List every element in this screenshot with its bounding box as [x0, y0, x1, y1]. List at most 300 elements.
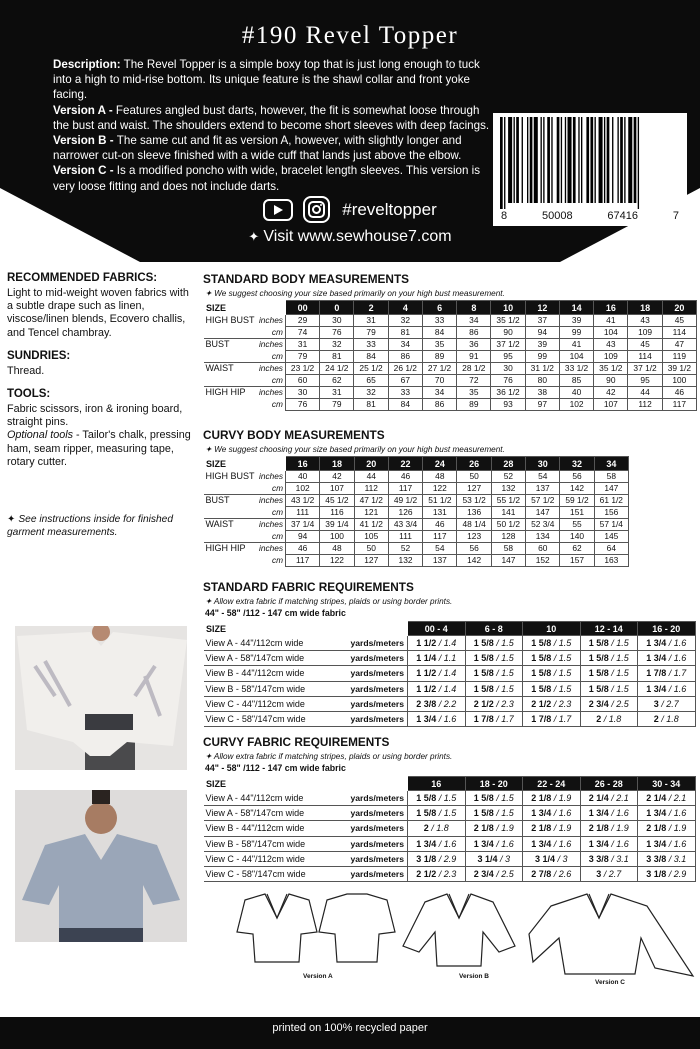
version-a-text: Features angled bust darts, however, the fit is somewhat loose through the bust and waist. The shoulders extend to become short sleeves with deep facings. [53, 103, 490, 132]
meters-value: 1.4 [443, 668, 457, 679]
table-cell: 134 [526, 531, 560, 543]
table-cell: 34 [388, 339, 422, 351]
yardage-cell [580, 711, 638, 726]
youtube-icon[interactable] [263, 199, 293, 221]
unit-label: cm [271, 555, 283, 565]
meters-value: 1.5 [558, 653, 572, 664]
yardage-cell [580, 636, 638, 651]
yardage-cell [523, 681, 581, 696]
table-cell: 112 [354, 483, 388, 495]
table-cell: 33 [422, 315, 456, 327]
measure-name-blank [204, 375, 256, 387]
note-text: We suggest choosing your size based primarily on your high bust measurement. [214, 289, 505, 298]
size-header: 8 [457, 301, 491, 315]
separator: / [666, 668, 674, 679]
separator: / [608, 668, 617, 679]
optional-tools-label: Optional tools [7, 429, 74, 442]
meters-value: 3 [562, 853, 568, 864]
view-name: View A - 58"/147cm wide [204, 651, 338, 666]
size-header: 6 - 8 [465, 622, 523, 636]
table-row [204, 375, 697, 387]
yards-value: 1 3/4 [646, 838, 667, 849]
note-text: Allow extra fabric if matching stripes, plaids or using border prints. [213, 752, 453, 761]
table-cell: 114 [628, 351, 662, 363]
meters-value: 1.6 [673, 653, 687, 664]
table-row [204, 339, 697, 351]
table-row [204, 836, 696, 851]
table-cell: 34 [457, 315, 491, 327]
unit-label: yards/meters [338, 711, 408, 726]
table-cell: 32 [320, 339, 354, 351]
table-cell: 51 1/2 [423, 495, 457, 507]
table-cell: 93 [491, 399, 525, 411]
barcode-digit: 67416 [607, 210, 638, 222]
yards-value: 3 3/8 [646, 853, 667, 864]
yards-value: 1 3/4 [416, 714, 437, 725]
table-cell: 58 [594, 471, 628, 483]
yardage-cell [465, 666, 523, 681]
view-name: View A - 44"/112cm wide [204, 791, 338, 806]
table-cell: 35 1/2 [594, 363, 628, 375]
table-cell: 35 1/2 [491, 315, 525, 327]
curvy-fabric-table [203, 776, 696, 882]
table-cell: 147 [594, 483, 628, 495]
table-cell: 122 [320, 555, 354, 567]
yardage-cell [465, 851, 523, 866]
table-cell: 55 [560, 519, 594, 531]
yards-value: 1 7/8 [531, 714, 552, 725]
table-cell: 46 [388, 471, 422, 483]
yardage-cell [465, 821, 523, 836]
meters-value: 1.7 [558, 714, 572, 725]
table-cell: 30 [320, 315, 354, 327]
standard-body-table [203, 300, 697, 411]
version-a-label: Version A - [53, 103, 116, 117]
table-cell: 50 1/2 [491, 519, 525, 531]
table-cell: 90 [594, 375, 628, 387]
measure-name-blank [204, 351, 256, 363]
meters-value: 1.6 [616, 808, 629, 819]
yardage-cell [638, 791, 696, 806]
barcode-digit: 7 [672, 210, 679, 222]
separator: / [493, 823, 502, 834]
table-cell: 56 [560, 471, 594, 483]
barcode-bar [581, 117, 582, 203]
section-note [205, 596, 697, 606]
table-cell: 30 [491, 363, 525, 375]
separator: / [436, 793, 444, 804]
separator: / [666, 808, 674, 819]
yardage-cell [523, 821, 581, 836]
size-header: 22 [388, 457, 422, 471]
unit-label: cm [271, 530, 283, 541]
table-cell: 84 [354, 351, 388, 363]
table-cell: 137 [526, 483, 560, 495]
table-cell: 40 [559, 387, 593, 399]
separator: / [493, 869, 502, 880]
table-cell: 52 [491, 471, 525, 483]
barcode-bar [508, 117, 512, 203]
separator: / [493, 683, 502, 694]
view-name: View C - 44"/112cm wide [204, 696, 338, 711]
table-cell: 56 [457, 543, 491, 555]
meters-value: 2.5 [616, 698, 629, 709]
table-cell: 44 [354, 471, 388, 483]
table-cell: 111 [388, 531, 422, 543]
barcode-bar [557, 117, 560, 203]
yardage-cell [580, 806, 638, 821]
yards-value: 2 3/4 [473, 869, 494, 880]
table-cell: 55 1/2 [491, 495, 525, 507]
social-links [0, 196, 700, 223]
tools-text [7, 403, 197, 469]
table-row [204, 315, 697, 327]
table-cell: 32 [388, 315, 422, 327]
meters-value: 2.1 [673, 793, 687, 804]
star-icon: ✦ [205, 752, 212, 761]
table-cell: 85 [559, 375, 593, 387]
size-header: 14 [559, 301, 593, 315]
table-cell: 151 [560, 507, 594, 519]
view-name: View A - 44"/112cm wide [204, 636, 338, 651]
yards-value: 2 [596, 714, 602, 725]
yardage-cell [408, 636, 466, 651]
website-link[interactable]: Visit www.sewhouse7.com [263, 228, 452, 245]
separator: / [658, 714, 667, 725]
view-name: View C - 44"/112cm wide [204, 851, 338, 866]
yards-value: 2 [423, 823, 429, 834]
table-cell: 117 [286, 555, 320, 567]
table-cell: 60 [526, 543, 560, 555]
meters-value: 3 [505, 853, 511, 864]
table-cell: 48 [320, 543, 354, 555]
yards-value: 2 [653, 714, 659, 725]
table-cell: 79 [320, 399, 354, 411]
table-cell: 147 [491, 555, 525, 567]
table-cell: 95 [491, 351, 525, 363]
yardage-cell [580, 681, 638, 696]
table-cell: 131 [423, 507, 457, 519]
measure-name-blank [204, 483, 256, 495]
yards-value: 1 5/8 [473, 793, 494, 804]
version-b-label: Version B - [53, 134, 117, 148]
size-header: 00 [285, 301, 319, 315]
measure-name-blank [204, 531, 256, 543]
yardage-cell [408, 651, 466, 666]
size-header: 16 [408, 777, 466, 791]
table-cell: 36 [457, 339, 491, 351]
table-cell: 33 1/2 [559, 363, 593, 375]
table-cell: 117 [423, 531, 457, 543]
table-cell: 28 1/2 [457, 363, 491, 375]
table-cell: 35 [422, 339, 456, 351]
table-row [204, 636, 696, 651]
size-header: 30 [526, 457, 560, 471]
table-cell: 26 1/2 [388, 363, 422, 375]
barcode-bar [551, 117, 552, 203]
table-cell: 54 [526, 471, 560, 483]
table-cell: 39 [559, 315, 593, 327]
table-cell: 137 [423, 555, 457, 567]
yards-value: 2 1/4 [588, 793, 609, 804]
unit-label: cm [271, 399, 283, 409]
yards-value: 3 [653, 698, 659, 709]
table-cell: 31 1/2 [525, 363, 559, 375]
instagram-handle[interactable]: #reveltopper [342, 199, 437, 219]
yards-value: 1 1/4 [416, 653, 437, 664]
table-header-row [204, 457, 629, 471]
yards-value: 1 5/8 [416, 808, 437, 819]
table-cell: 119 [662, 351, 696, 363]
sketch-version-c [529, 894, 693, 976]
yards-value: 1 5/8 [473, 653, 494, 664]
yardage-cell [638, 711, 696, 726]
table-cell: 132 [491, 483, 525, 495]
view-name: View A - 58"/147cm wide [204, 806, 338, 821]
separator: / [551, 869, 559, 880]
yardage-cell [408, 821, 466, 836]
size-header: 20 [662, 301, 696, 315]
yards-value: 3 1/4 [477, 853, 498, 864]
yardage-cell [408, 806, 466, 821]
yardage-cell [408, 866, 466, 881]
table-cell: 147 [526, 507, 560, 519]
size-header: 22 - 24 [523, 777, 581, 791]
table-cell: 127 [354, 555, 388, 567]
table-cell: 59 1/2 [560, 495, 594, 507]
table-cell: 53 1/2 [457, 495, 491, 507]
sidebar [7, 272, 197, 469]
separator: / [666, 793, 674, 804]
unit-label: inches [256, 543, 286, 555]
table-cell: 84 [422, 327, 456, 339]
meters-value: 1.5 [616, 653, 629, 664]
table-cell: 65 [354, 375, 388, 387]
size-header: 26 [457, 457, 491, 471]
table-cell: 49 1/2 [388, 495, 422, 507]
meters-value: 2.7 [608, 869, 622, 880]
meters-value: 2.6 [558, 869, 572, 880]
barcode-bar [547, 117, 550, 203]
separator: / [551, 653, 559, 664]
yardage-cell [638, 636, 696, 651]
table-cell: 31 [285, 339, 319, 351]
table-cell: 117 [662, 399, 696, 411]
meters-value: 1.5 [616, 638, 629, 649]
sketch-version-b [403, 894, 515, 966]
barcode-bar [628, 117, 632, 203]
table-row [204, 851, 696, 866]
separator: / [666, 653, 674, 664]
unit-label: yards/meters [338, 666, 408, 681]
table-cell: 41 [594, 315, 628, 327]
table-cell: 33 [388, 387, 422, 399]
size-header: 20 [354, 457, 388, 471]
tools-list: Fabric scissors, iron & ironing board, straight pins. [7, 403, 183, 429]
table-cell: 25 1/2 [354, 363, 388, 375]
meters-value: 1.9 [558, 793, 572, 804]
yards-value: 1 5/8 [588, 653, 609, 664]
unit-label: yards/meters [338, 821, 408, 836]
separator: / [493, 714, 502, 725]
instagram-icon[interactable] [303, 196, 330, 223]
separator: / [436, 808, 444, 819]
table-cell: 99 [559, 327, 593, 339]
separator: / [551, 668, 559, 679]
separator: / [608, 793, 617, 804]
yardage-cell [638, 681, 696, 696]
unit-label: cm [271, 326, 283, 337]
table-row [204, 363, 697, 375]
table-cell: 46 [286, 543, 320, 555]
table-cell: 163 [594, 555, 628, 567]
meters-value: 2.2 [443, 698, 457, 709]
separator: / [666, 823, 674, 834]
table-cell: 114 [662, 327, 696, 339]
yardage-cell [523, 866, 581, 881]
yardage-cell [523, 666, 581, 681]
yards-value: 2 1/2 [416, 869, 437, 880]
unit-label: cm [271, 482, 283, 493]
table-header-row [204, 622, 696, 636]
table-cell: 141 [491, 507, 525, 519]
yards-value: 1 5/8 [531, 638, 552, 649]
yardage-cell [465, 711, 523, 726]
table-cell: 104 [559, 351, 593, 363]
separator: / [436, 653, 444, 664]
size-label: SIZE [204, 457, 286, 471]
table-cell: 37 1/4 [286, 519, 320, 531]
table-cell: 35 [457, 387, 491, 399]
barcode-bar [604, 117, 605, 203]
table-cell: 121 [354, 507, 388, 519]
section-title: CURVY FABRIC REQUIREMENTS [203, 735, 390, 749]
meters-value: 1.6 [501, 838, 514, 849]
unit-label: inches [255, 387, 285, 399]
view-name: View B - 44"/112cm wide [204, 666, 338, 681]
yardage-cell [523, 696, 581, 711]
separator: / [608, 823, 617, 834]
table-cell: 136 [457, 507, 491, 519]
yardage-cell [580, 851, 638, 866]
meters-value: 1.6 [558, 808, 572, 819]
yards-value: 3 3/8 [588, 853, 609, 864]
yardage-cell [580, 836, 638, 851]
yardage-cell [465, 636, 523, 651]
yardage-cell [580, 866, 638, 881]
meters-value: 1.6 [673, 638, 687, 649]
unit-label: inches [256, 495, 286, 507]
table-cell: 61 1/2 [594, 495, 628, 507]
view-name: View B - 58"/147cm wide [204, 681, 338, 696]
table-cell: 86 [388, 351, 422, 363]
unit-label: yards/meters [338, 651, 408, 666]
table-cell: 48 [423, 471, 457, 483]
yardage-cell [465, 806, 523, 821]
yards-value: 1 7/8 [473, 714, 494, 725]
size-header: 4 [388, 301, 422, 315]
barcode-digit: 50008 [541, 210, 573, 222]
meters-value: 1.4 [443, 638, 457, 649]
table-row [204, 791, 696, 806]
yards-value: 1 3/4 [646, 653, 667, 664]
table-cell: 31 [320, 387, 354, 399]
barcode-bar [541, 117, 542, 203]
yards-value: 2 1/8 [646, 823, 667, 834]
table-row [204, 495, 629, 507]
table-cell: 47 [662, 339, 696, 351]
barcode-bar [573, 117, 576, 203]
barcode-bar [522, 117, 523, 203]
meters-value: 1.9 [616, 823, 629, 834]
unit-label: yards/meters [338, 696, 408, 711]
separator: / [666, 853, 674, 864]
table-cell: 116 [320, 507, 354, 519]
barcode-bar [612, 117, 613, 203]
size-header: 6 [422, 301, 456, 315]
yards-value: 1 3/4 [588, 838, 609, 849]
table-cell: 37 [525, 315, 559, 327]
separator: / [493, 793, 502, 804]
meters-value: 1.6 [673, 683, 687, 694]
size-header: 30 - 34 [638, 777, 696, 791]
measure-name: HIGH HIP [204, 543, 256, 555]
measure-name-blank [204, 399, 256, 411]
size-header: 10 [491, 301, 525, 315]
table-cell: 81 [354, 399, 388, 411]
sundries-text: Thread. [7, 364, 45, 377]
yards-value: 2 1/8 [588, 823, 609, 834]
table-cell: 37 1/2 [628, 363, 662, 375]
table-cell: 44 [628, 387, 662, 399]
photo-version-c [15, 626, 187, 770]
size-header: 10 [523, 622, 581, 636]
separator: / [601, 869, 609, 880]
description-label: Description: [53, 58, 121, 71]
barcode-bar [514, 117, 515, 203]
table-cell: 79 [285, 351, 319, 363]
tools-heading: TOOLS: [7, 388, 51, 401]
table-row [204, 531, 629, 543]
table-row [204, 387, 697, 399]
table-cell: 42 [320, 471, 354, 483]
table-cell: 111 [286, 507, 320, 519]
measure-name: WAIST [204, 363, 256, 375]
table-row [204, 399, 697, 411]
table-cell: 50 [457, 471, 491, 483]
star-icon: ✦ [205, 445, 212, 454]
view-name: View B - 58"/147cm wide [204, 836, 338, 851]
yards-value: 1 3/4 [416, 838, 437, 849]
table-cell: 84 [388, 399, 422, 411]
separator: / [608, 808, 617, 819]
separator: / [666, 638, 674, 649]
meters-value: 3.1 [673, 853, 687, 864]
yards-value: 1 5/8 [473, 668, 494, 679]
measure-name: BUST [204, 339, 256, 351]
table-cell: 145 [594, 531, 628, 543]
size-header: 26 - 28 [580, 777, 638, 791]
size-header: 34 [594, 457, 628, 471]
table-row [204, 866, 696, 881]
table-cell: 38 [525, 387, 559, 399]
table-cell: 152 [526, 555, 560, 567]
standard-fabric-table [203, 621, 696, 727]
separator: / [666, 838, 674, 849]
separator: / [493, 838, 502, 849]
meters-value: 1.5 [616, 683, 629, 694]
section-title: CURVY BODY MEASUREMENTS [203, 428, 385, 442]
